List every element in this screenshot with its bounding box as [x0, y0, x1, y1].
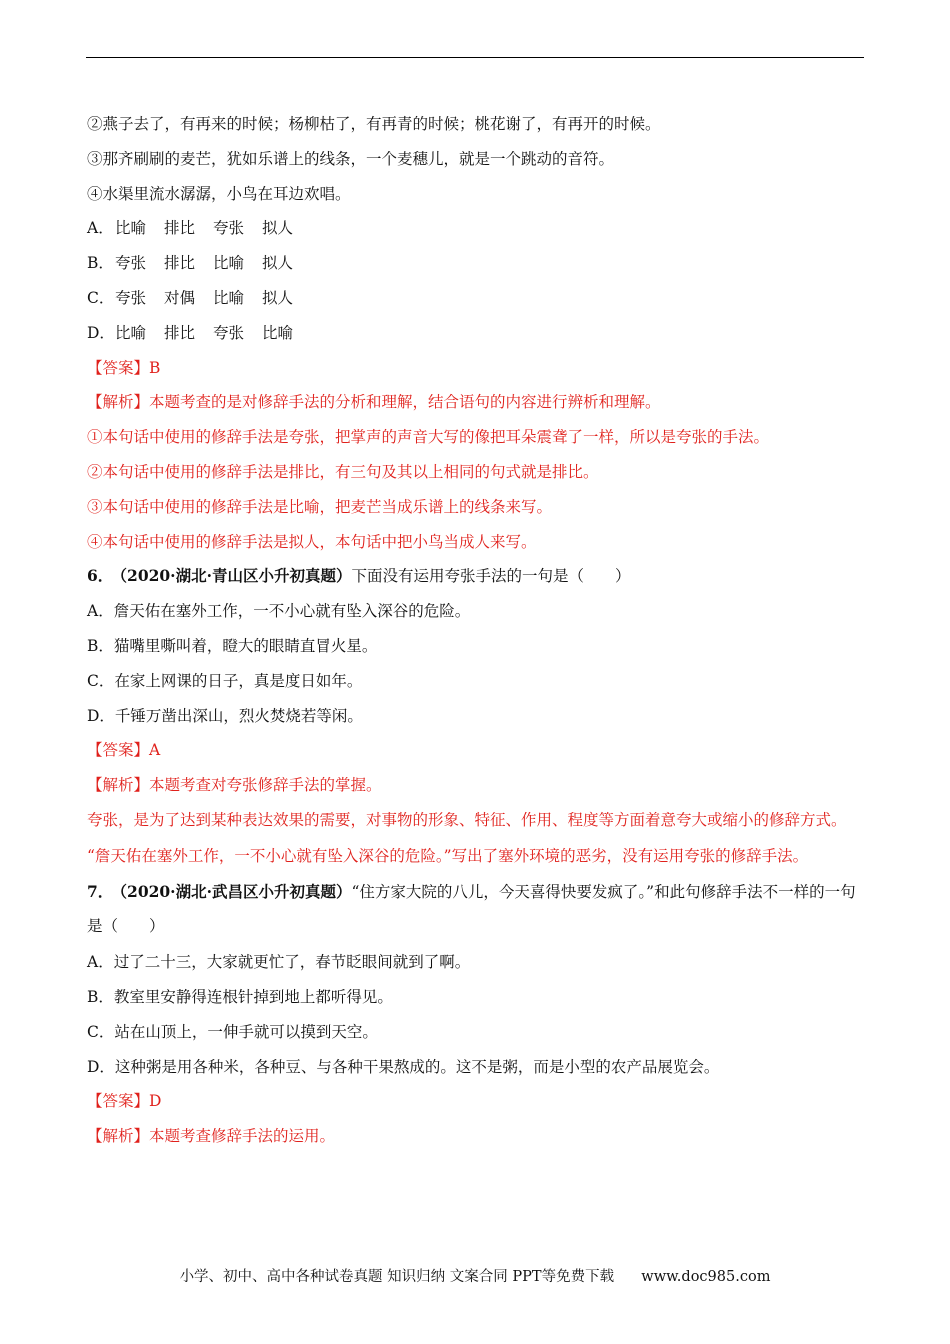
- footer-text: 小学、初中、高中各种试卷真题 知识归纳 文案合同 PPT等免费下载: [179, 1269, 615, 1285]
- q7-analysis-intro: 【解析】本题考查修辞手法的运用。: [87, 1127, 336, 1146]
- q6-analysis-intro: 【解析】本题考查对夸张修辞手法的掌握。: [87, 776, 382, 795]
- prev-answer: 【答案】B: [87, 358, 161, 377]
- q7-option-a: A．过了二十三，大家就更忙了，春节眨眼间就到了啊。: [87, 953, 471, 972]
- document-body: [87, 114, 863, 1161]
- q6-analysis-definition: 夸张，是为了达到某种表达效果的需要，对事物的形象、特征、作用、程度等方面着意夸大或缩小的修辞方式。: [87, 810, 847, 829]
- prev-sentence-4: ④水渠里流水潺潺，小鸟在耳边欢唱。: [87, 184, 351, 203]
- q7-question: “住方家大院的八儿，今天喜得快要发疯了。”和此句修辞手法不一样的一句是（ ）: [87, 882, 856, 936]
- prev-option-a: A．比喻 排比 夸张 拟人: [87, 219, 294, 238]
- prev-analysis-intro: 【解析】本题考查的是对修辞手法的分析和理解，结合语句的内容进行辨析和理解。: [87, 393, 661, 412]
- prev-analysis-3: ③本句话中使用的修辞手法是比喻，把麦芒当成乐谱上的线条来写。: [87, 497, 553, 516]
- q6-option-b: B．猫嘴里嘶叫着，瞪大的眼睛直冒火星。: [87, 636, 378, 655]
- q6-source: （2020·湖北·青山区小升初真题）: [119, 566, 352, 586]
- q7-option-d: D．这种粥是用各种米，各种豆、与各种干果熬成的。这不是粥，而是小型的农产品展览会。: [87, 1057, 720, 1076]
- prev-analysis-1: ①本句话中使用的修辞手法是夸张，把掌声的声音大写的像把耳朵震聋了一样，所以是夸张的手法。: [87, 428, 770, 447]
- prev-option-b: B．夸张 排比 比喻 拟人: [87, 254, 294, 273]
- prev-option-d: D．比喻 排比 夸张 比喻: [87, 323, 294, 342]
- q7-stem: [87, 875, 863, 945]
- q6-number: 6．: [87, 566, 114, 586]
- q6-option-a: A．詹天佑在塞外工作，一不小心就有坠入深谷的危险。: [87, 602, 471, 621]
- header-rule: [86, 57, 864, 58]
- q7-answer: 【答案】D: [87, 1092, 162, 1111]
- q7-option-b: B．教室里安静得连根针掉到地上都听得见。: [87, 987, 393, 1006]
- q6-answer: 【答案】A: [87, 741, 161, 760]
- prev-option-c: C．夸张 对偶 比喻 拟人: [87, 288, 294, 307]
- q7-number: 7．: [87, 881, 114, 901]
- prev-analysis-4: ④本句话中使用的修辞手法是拟人，本句话中把小鸟当成人来写。: [87, 532, 537, 551]
- footer-url[interactable]: www.doc985.com: [641, 1269, 771, 1285]
- prev-analysis-2: ②本句话中使用的修辞手法是排比，有三句及其以上相同的句式就是排比。: [87, 462, 599, 481]
- prev-sentence-3: ③那齐刷刷的麦芒，犹如乐谱上的线条，一个麦穗儿，就是一个跳动的音符。: [87, 149, 615, 168]
- q6-option-c: C．在家上网课的日子，真是度日如年。: [87, 671, 363, 690]
- prev-sentence-2: ②燕子去了，有再来的时候；杨柳枯了，有再青的时候；桃花谢了，有再开的时候。: [87, 115, 661, 133]
- q6-stem: [87, 566, 863, 586]
- q6-analysis-explanation: “詹天佑在塞外工作，一不小心就有坠入深谷的危险。”写出了塞外环境的恶劣，没有运用夸张的修辞手法。: [87, 846, 809, 865]
- q7-option-c: C．站在山顶上，一伸手就可以摸到天空。: [87, 1022, 378, 1041]
- q6-question: 下面没有运用夸张手法的一句是（ ）: [351, 567, 631, 586]
- page-footer: [0, 1267, 950, 1287]
- q6-option-d: D．千锤万凿出深山，烈火焚烧若等闲。: [87, 706, 363, 725]
- q7-source: （2020·湖北·武昌区小升初真题）: [119, 881, 352, 901]
